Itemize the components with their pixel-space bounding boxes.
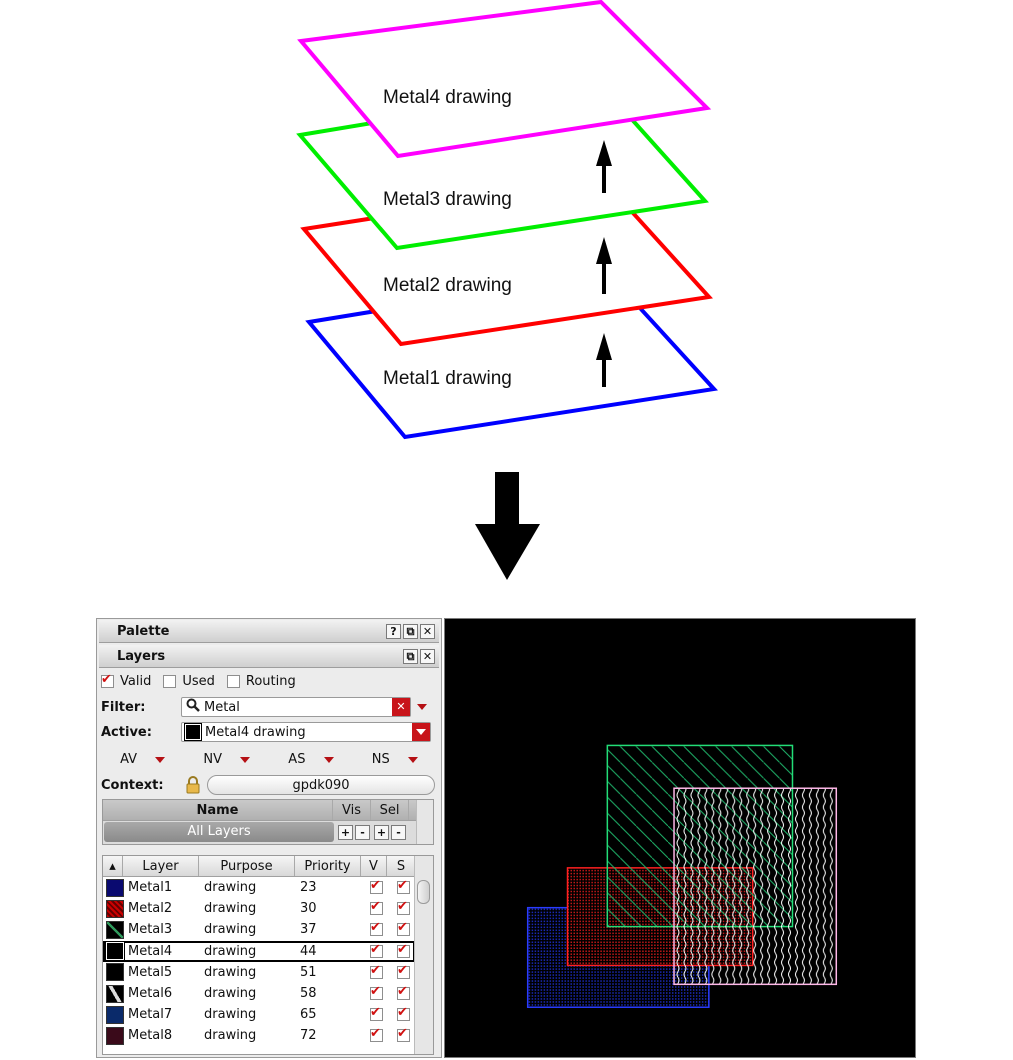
- layer-name: Metal6: [128, 986, 173, 1002]
- layer-purpose: drawing: [204, 901, 257, 917]
- layer-purpose: drawing: [204, 986, 257, 1002]
- layer-priority: 58: [300, 986, 317, 1002]
- layer-set-scrollbar[interactable]: [416, 800, 433, 844]
- sel-minus-button[interactable]: -: [391, 825, 406, 840]
- metal8-swatch-icon: [106, 1027, 124, 1045]
- metal7-swatch-icon: [106, 1006, 124, 1024]
- chevron-down-icon[interactable]: [412, 723, 430, 741]
- visibility-quick-buttons: [101, 749, 437, 769]
- float-button[interactable]: ⧉: [403, 649, 418, 664]
- all-layers-item[interactable]: All Layers: [104, 822, 334, 842]
- layers-table-header: [103, 856, 415, 877]
- layer-purpose: drawing: [204, 943, 257, 959]
- filter-input[interactable]: [181, 697, 411, 717]
- filter-dropdown-icon[interactable]: [417, 704, 427, 710]
- visible-checkbox[interactable]: [370, 1029, 383, 1042]
- metal5-swatch-icon: [106, 963, 124, 981]
- sel-plus-button[interactable]: +: [374, 825, 389, 840]
- layer-name: Metal2: [128, 901, 173, 917]
- table-row[interactable]: [103, 983, 415, 1004]
- metal3-label: Metal3 drawing: [383, 189, 512, 210]
- metal4-swatch-icon: [106, 942, 124, 960]
- palette-title: Palette: [117, 623, 170, 639]
- active-layer-select[interactable]: [181, 722, 431, 742]
- metal4-swatch-icon: [185, 724, 201, 740]
- layers-table: [102, 855, 434, 1055]
- layer-purpose: drawing: [204, 922, 257, 938]
- metal4-shape[interactable]: [674, 788, 836, 984]
- context-selector[interactable]: [207, 775, 435, 795]
- vis-column-header[interactable]: Vis: [333, 800, 371, 820]
- visible-checkbox[interactable]: [370, 945, 383, 958]
- metal4-label: Metal4 drawing: [383, 87, 512, 108]
- priority-column-header[interactable]: Priority: [295, 856, 361, 876]
- ns-button[interactable]: NS: [372, 752, 418, 767]
- layers-table-body: [103, 877, 415, 1047]
- active-label: Active:: [101, 724, 152, 740]
- filter-row: [101, 696, 437, 718]
- av-button[interactable]: AV: [120, 752, 165, 767]
- close-button[interactable]: ✕: [420, 624, 435, 639]
- layer-name: Metal3: [128, 922, 173, 938]
- help-button[interactable]: ?: [386, 624, 401, 639]
- layer-priority: 30: [300, 901, 317, 917]
- selectable-checkbox[interactable]: [397, 1008, 410, 1021]
- table-row[interactable]: [103, 898, 415, 919]
- layer-name: Metal8: [128, 1028, 173, 1044]
- table-row[interactable]: [103, 1025, 415, 1046]
- metal3-swatch-icon: [106, 921, 124, 939]
- filter-checkboxes: [101, 671, 437, 691]
- layer-purpose: drawing: [204, 880, 257, 896]
- valid-label: Valid: [120, 673, 152, 689]
- layer-priority: 23: [300, 880, 317, 896]
- name-column-header[interactable]: Name: [103, 800, 333, 820]
- filter-label: Filter:: [101, 699, 146, 715]
- search-icon: [186, 698, 200, 716]
- palette-titlebar: [99, 620, 439, 643]
- selectable-checkbox[interactable]: [397, 987, 410, 1000]
- layer-set-header: [103, 800, 433, 821]
- table-row-selected[interactable]: [103, 941, 415, 962]
- layer-purpose: drawing: [204, 1028, 257, 1044]
- visible-checkbox[interactable]: [370, 881, 383, 894]
- sel-column-header[interactable]: Sel: [371, 800, 409, 820]
- metal2-label: Metal2 drawing: [383, 275, 512, 296]
- layer-priority: 37: [300, 922, 317, 938]
- vis-plus-button[interactable]: +: [338, 825, 353, 840]
- metal1-label: Metal1 drawing: [383, 368, 512, 389]
- layer-set-table: [102, 799, 434, 845]
- layer-name: Metal5: [128, 964, 173, 980]
- layer-priority: 65: [300, 1007, 317, 1023]
- layer-column-header[interactable]: Layer: [123, 856, 199, 876]
- scrollbar-thumb[interactable]: [417, 880, 430, 904]
- selectable-checkbox[interactable]: [397, 923, 410, 936]
- table-row[interactable]: [103, 877, 415, 898]
- visible-checkbox[interactable]: [370, 902, 383, 915]
- routing-checkbox[interactable]: [227, 675, 240, 688]
- metal1-swatch-icon: [106, 879, 124, 897]
- metal6-swatch-icon: [106, 985, 124, 1003]
- table-row[interactable]: [103, 962, 415, 983]
- layer-priority: 51: [300, 964, 317, 980]
- layer-set-row[interactable]: [103, 821, 433, 843]
- close-button[interactable]: ✕: [420, 649, 435, 664]
- active-value: Metal4 drawing: [205, 724, 306, 740]
- active-row: [101, 721, 437, 743]
- used-checkbox[interactable]: [163, 675, 176, 688]
- table-row[interactable]: [103, 1004, 415, 1025]
- layer-name: Metal1: [128, 880, 173, 896]
- layers-panel: [96, 618, 442, 1058]
- context-label: Context:: [101, 777, 164, 793]
- as-button[interactable]: AS: [288, 752, 333, 767]
- table-row[interactable]: [103, 919, 415, 940]
- layer-priority: 72: [300, 1028, 317, 1044]
- down-arrow-icon: [475, 472, 540, 580]
- selectable-checkbox[interactable]: [397, 1029, 410, 1042]
- clear-filter-button[interactable]: ✕: [392, 698, 410, 716]
- selectable-checkbox[interactable]: [397, 945, 410, 958]
- routing-label: Routing: [245, 673, 296, 689]
- v-column-header[interactable]: V: [361, 856, 387, 876]
- layout-canvas[interactable]: [444, 618, 916, 1058]
- vis-minus-button[interactable]: -: [355, 825, 370, 840]
- selectable-checkbox[interactable]: [397, 966, 410, 979]
- metal2-swatch-icon: [106, 900, 124, 918]
- visible-checkbox[interactable]: [370, 923, 383, 936]
- visible-checkbox[interactable]: [370, 966, 383, 979]
- valid-checkbox[interactable]: [101, 675, 114, 688]
- layer-name: Metal4: [128, 943, 173, 959]
- layers-titlebar: [99, 645, 439, 668]
- visible-checkbox[interactable]: [370, 987, 383, 1000]
- selectable-checkbox[interactable]: [397, 902, 410, 915]
- s-column-header[interactable]: S: [396, 858, 406, 874]
- layer-purpose: drawing: [204, 1007, 257, 1023]
- layer-name: Metal7: [128, 1007, 173, 1023]
- context-value: gpdk090: [292, 777, 350, 793]
- layers-table-scrollbar[interactable]: [414, 856, 433, 1054]
- selectable-checkbox[interactable]: [397, 881, 410, 894]
- visible-checkbox[interactable]: [370, 1008, 383, 1021]
- nv-button[interactable]: NV: [203, 752, 250, 767]
- lock-icon[interactable]: [181, 775, 205, 795]
- context-row: [101, 774, 437, 796]
- purpose-column-header[interactable]: Purpose: [199, 856, 295, 876]
- layers-title: Layers: [117, 648, 166, 664]
- sort-icon[interactable]: ▴: [103, 856, 123, 876]
- used-label: Used: [182, 673, 215, 689]
- filter-value: Metal: [204, 699, 240, 715]
- layer-priority: 44: [300, 943, 317, 959]
- float-button[interactable]: ⧉: [403, 624, 418, 639]
- layer-purpose: drawing: [204, 964, 257, 980]
